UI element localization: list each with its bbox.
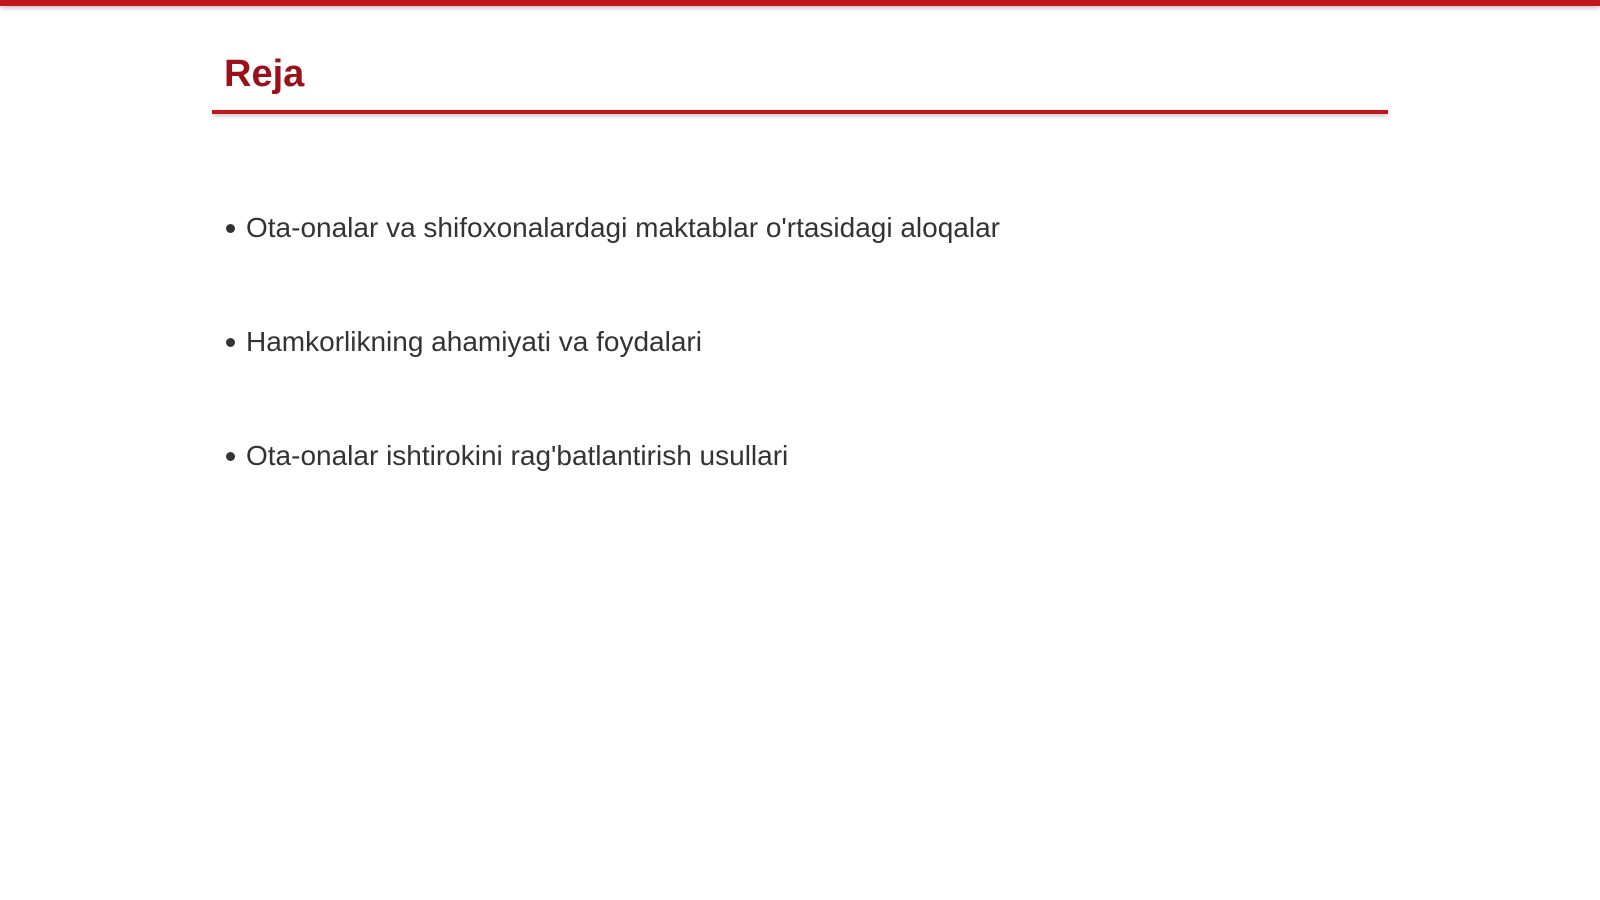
bullet-text: Hamkorlikning ahamiyati va foydalari [246,326,702,357]
top-accent-bar [0,0,1600,6]
slide-title: Reja [224,53,305,95]
bullet-text: Ota-onalar va shifoxonalardagi maktablar o'rtasidagi aloqalar [246,212,1000,243]
bullet-dot-icon [226,224,235,233]
bullet-text: Ota-onalar ishtirokini rag'batlantirish usullari [246,440,789,471]
bullet-dot-icon [226,338,235,347]
bullet-dot-icon [226,452,235,461]
title-underline [212,110,1388,114]
